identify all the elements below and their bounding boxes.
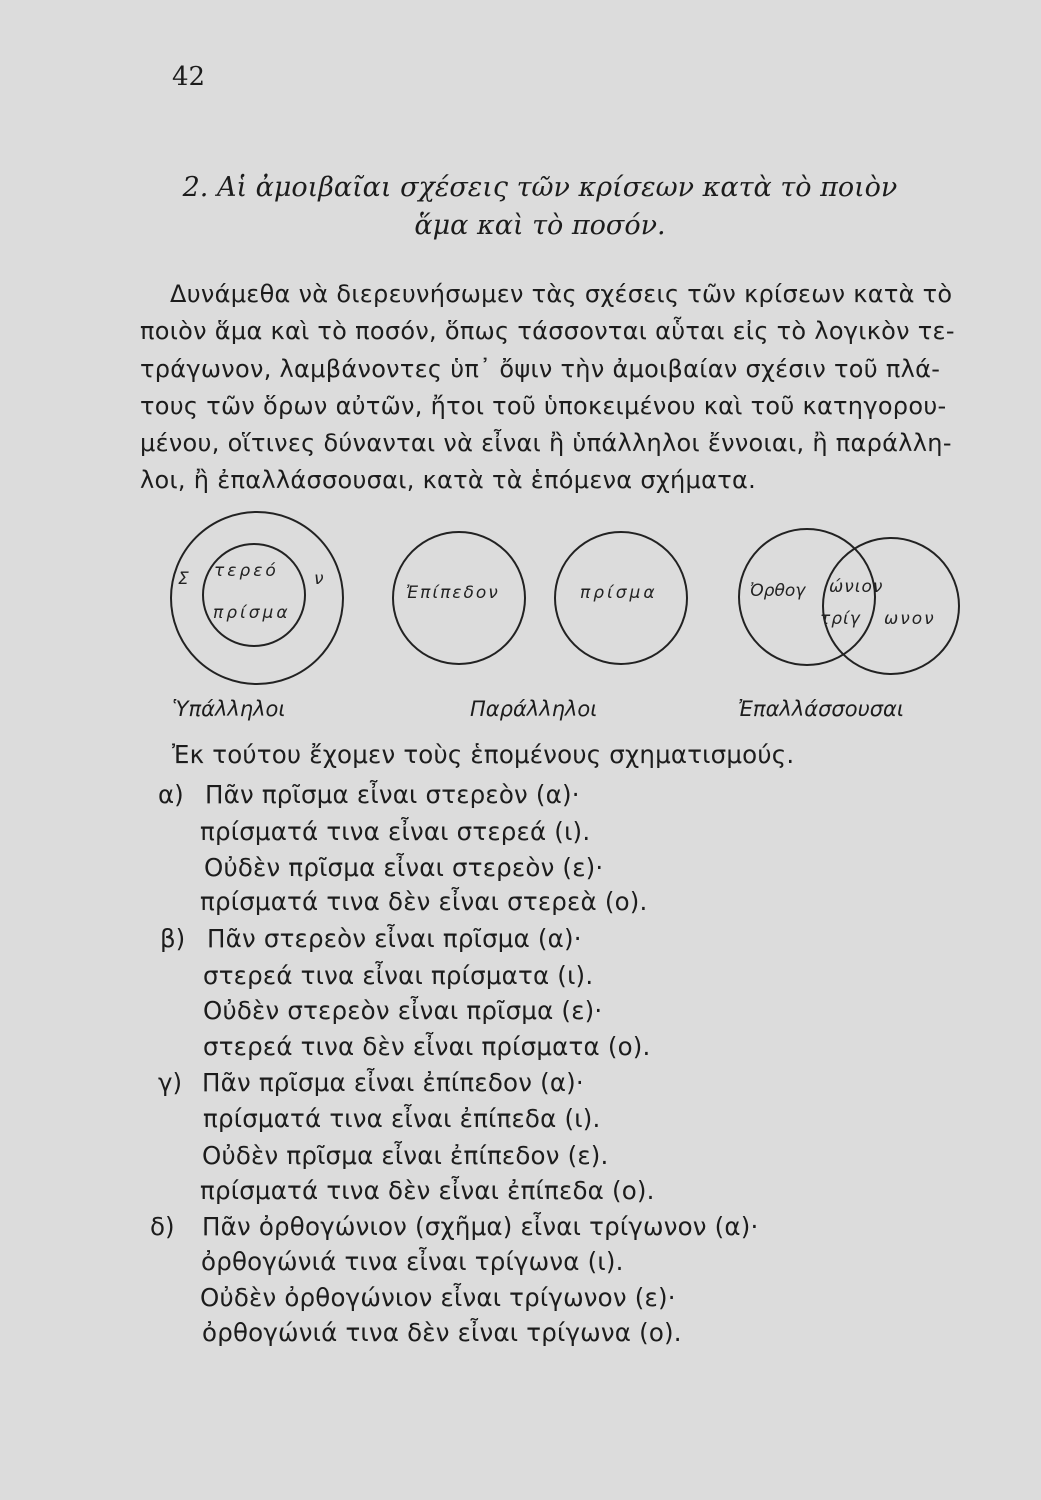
proposition-line: Οὐδὲν πρῖσμα εἶναι στερεὸν (ε)· (204, 853, 604, 882)
group-marker-delta: δ) (150, 1212, 175, 1241)
proposition-line: ὀρθογώνιά τινα εἶναι τρίγωνα (ι). (201, 1247, 624, 1276)
proposition-line: πρίσματά τινα εἶναι στερεά (ι). (200, 817, 591, 846)
label-rectangle-part1: Ὀρθογ (750, 581, 806, 601)
paragraph-line: τους τῶν ὅρων αὐτῶν, ἤτοι τοῦ ὑποκειμένου καὶ τοῦ κατηγορου- (140, 392, 947, 420)
proposition-line: Οὐδὲν στερεὸν εἶναι πρῖσμα (ε)· (203, 996, 603, 1025)
proposition-line: Πᾶν πρῖσμα εἶναι στερεὸν (α)· (205, 780, 580, 809)
proposition-line: Πᾶν στερεὸν εἶναι πρῖσμα (α)· (207, 924, 582, 953)
label-triangle-part2: ωνον (884, 609, 936, 629)
circle-triangle (823, 538, 959, 674)
label-triangle-part1: τρίγ (820, 609, 861, 629)
section-heading-line-2: ἅμα καὶ τὸ ποσόν. (414, 210, 666, 241)
proposition-line: στερεά τινα δὲν εἶναι πρίσματα (ο). (203, 1032, 651, 1061)
label-prism: πρίσμα (580, 583, 658, 603)
paragraph-line: τράγωνον, λαμβάνοντες ὑπ᾽ ὄψιν τὴν ἀμοιβαίαν σχέσιν τοῦ πλά- (140, 355, 941, 383)
proposition-line: Οὐδὲν πρῖσμα εἶναι ἐπίπεδον (ε). (202, 1141, 609, 1170)
proposition-line: Πᾶν ὀρθογώνιον (σχῆμα) εἶναι τρίγωνον (α)· (202, 1212, 759, 1241)
label-plane: Ἐπίπεδον (406, 583, 500, 603)
caption-subordinate: Ὑπάλληλοι (172, 697, 286, 721)
proposition-line: στερεά τινα εἶναι πρίσματα (ι). (203, 961, 594, 990)
page-number: 42 (172, 62, 206, 92)
paragraph-line: λοι, ἢ ἐπαλλάσσουσαι, κατὰ τὰ ἑπόμενα σχήματα. (140, 466, 757, 494)
caption-overlapping: Ἐπαλλάσσουσαι (738, 697, 904, 721)
paragraph-line: ποιὸν ἅμα καὶ τὸ ποσόν, ὅπως τάσσονται αὗται εἰς τὸ λογικὸν τε- (140, 317, 955, 345)
paragraph-line: μένου, οἵτινες δύνανται νὰ εἶναι ἢ ὑπάλληλοι ἔννοιαι, ἢ παράλλη- (140, 429, 952, 457)
label-outer-part2: τερεό (214, 561, 279, 581)
section-heading-line-1: 2. Αἱ ἀμοιβαῖαι σχέσεις τῶν κρίσεων κατὰ τὸ ποιὸν (182, 172, 898, 203)
paragraph-line: Δυνάμεθα νὰ διερευνήσωμεν τὰς σχέσεις τῶν κρίσεων κατὰ τὸ (170, 280, 953, 308)
group-marker-beta: β) (160, 924, 186, 953)
label-outer-part1: Σ (178, 569, 189, 589)
group-marker-gamma: γ) (158, 1068, 183, 1097)
proposition-line: πρίσματά τινα εἶναι ἐπίπεδα (ι). (203, 1104, 601, 1133)
label-outer-part3: ν (314, 569, 324, 589)
proposition-line: πρίσματά τινα δὲν εἶναι στερεὰ (ο). (200, 887, 648, 916)
intro-line: Ἐκ τούτου ἔχομεν τοὺς ἑπομένους σχηματισμούς. (172, 740, 795, 769)
proposition-line: Οὐδὲν ὀρθογώνιον εἶναι τρίγωνον (ε)· (200, 1283, 676, 1312)
proposition-line: πρίσματά τινα δὲν εἶναι ἐπίπεδα (ο). (200, 1176, 655, 1205)
proposition-line: Πᾶν πρῖσμα εἶναι ἐπίπεδον (α)· (202, 1068, 584, 1097)
circle-inner-prism (203, 544, 305, 646)
label-inner-prism: πρίσμα (213, 603, 291, 623)
circle-outer-solid (171, 512, 343, 684)
label-rectangle-part2: ώνιον (829, 577, 884, 597)
caption-parallel: Παράλληλοι (470, 697, 598, 721)
group-marker-alpha: α) (158, 780, 184, 809)
proposition-line: ὀρθογώνιά τινα δὲν εἶναι τρίγωνα (ο). (202, 1318, 682, 1347)
